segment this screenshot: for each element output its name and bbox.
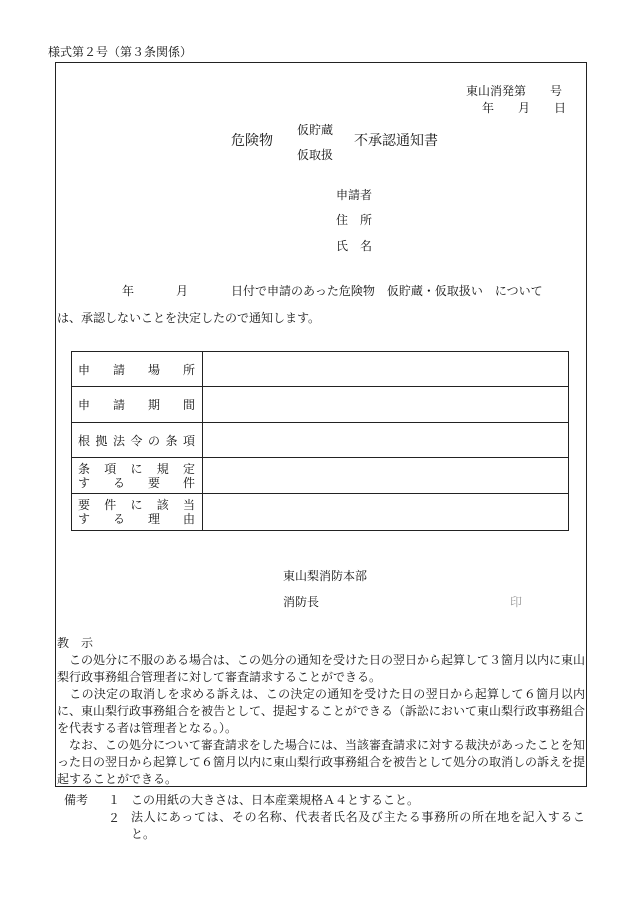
row-label-reason-line1: 要件に該当 bbox=[78, 498, 196, 512]
note-2-text: 法人にあっては、その名称、代表者氏名及び主たる事務所の所在地を記入すること。 bbox=[131, 810, 585, 841]
row-label-requirements bbox=[72, 458, 203, 494]
row-value-legal-basis[interactable] bbox=[203, 423, 569, 458]
applicant-address-label: 住 所 bbox=[336, 213, 373, 227]
instruction-paragraph-1: この処分に不服のある場合は、この処分の通知を受けた日の翌日から起算して３箇月以内に東山梨行政事務組合管理者に対して審査請求することができる。 bbox=[57, 653, 586, 684]
title-suffix: 不承認通知書 bbox=[354, 133, 438, 149]
applicant-name-label: 氏 名 bbox=[336, 239, 373, 253]
row-label-reason bbox=[72, 494, 203, 531]
note-2-number: ２ bbox=[108, 811, 121, 825]
table-row bbox=[72, 352, 569, 387]
issuer-organization: 東山梨消防本部 bbox=[283, 569, 368, 583]
row-value-reason[interactable] bbox=[203, 494, 569, 531]
table-row bbox=[72, 387, 569, 423]
body-line2: は、承認しないことを決定したので通知します。 bbox=[57, 311, 321, 325]
table-row bbox=[72, 458, 569, 494]
body-month: 月 bbox=[176, 284, 189, 298]
table-row bbox=[72, 494, 569, 531]
row-value-requirements[interactable] bbox=[203, 458, 569, 494]
title-option-top: 仮貯蔵 bbox=[297, 123, 334, 137]
note-1-number: １ bbox=[108, 793, 121, 807]
form-label: 様式第２号（第３条関係） bbox=[48, 45, 193, 59]
issue-date: 年 月 日 bbox=[482, 101, 567, 115]
table-row bbox=[72, 423, 569, 458]
title-option-bottom: 仮取扱 bbox=[297, 148, 334, 162]
row-label-period: 申請期間 bbox=[72, 387, 203, 423]
row-label-requirements-line1: 条項に規定 bbox=[78, 461, 196, 476]
body-year: 年 bbox=[122, 284, 135, 298]
row-label-reason-line2: する理由 bbox=[78, 512, 196, 526]
title-prefix: 危険物 bbox=[231, 133, 273, 149]
document-number: 東山消発第 号 bbox=[466, 84, 563, 98]
instruction-paragraph-3: なお、この処分について審査請求をした場合には、当該審査請求に対する裁決があったことを知った日の翌日から起算して６箇月以内に東山梨行政事務組合を被告として処分の取消しの訴えを提起することができる。 bbox=[57, 738, 586, 786]
row-label-legal-basis: 根拠法令の条項 bbox=[72, 423, 203, 458]
row-label-requirements-line2: する要件 bbox=[78, 475, 196, 490]
issuer-title: 消防長 bbox=[283, 595, 320, 609]
note-1-text: この用紙の大きさは、日本産業規格Ａ４とすること。 bbox=[131, 793, 420, 807]
row-value-period[interactable] bbox=[203, 387, 569, 423]
info-table bbox=[71, 351, 569, 531]
row-label-location: 申請場所 bbox=[72, 352, 203, 387]
seal-mark: 印 bbox=[510, 595, 523, 609]
instruction-heading: 教 示 bbox=[57, 636, 94, 650]
row-value-location[interactable] bbox=[203, 352, 569, 387]
body-line1-text: 日付で申請のあった危険物 仮貯蔵・仮取扱い について bbox=[231, 284, 543, 298]
applicant-heading: 申請者 bbox=[336, 188, 373, 202]
instruction-paragraph-2: この決定の取消しを求める訴えは、この決定の通知を受けた日の翌日から起算して６箇月以内に、東山梨行政事務組合を被告として、提起することができる（訴訟において東山梨行政事務組合を代表する者は管理者となる。）。 bbox=[57, 687, 585, 735]
notes-heading: 備考 bbox=[64, 793, 89, 807]
